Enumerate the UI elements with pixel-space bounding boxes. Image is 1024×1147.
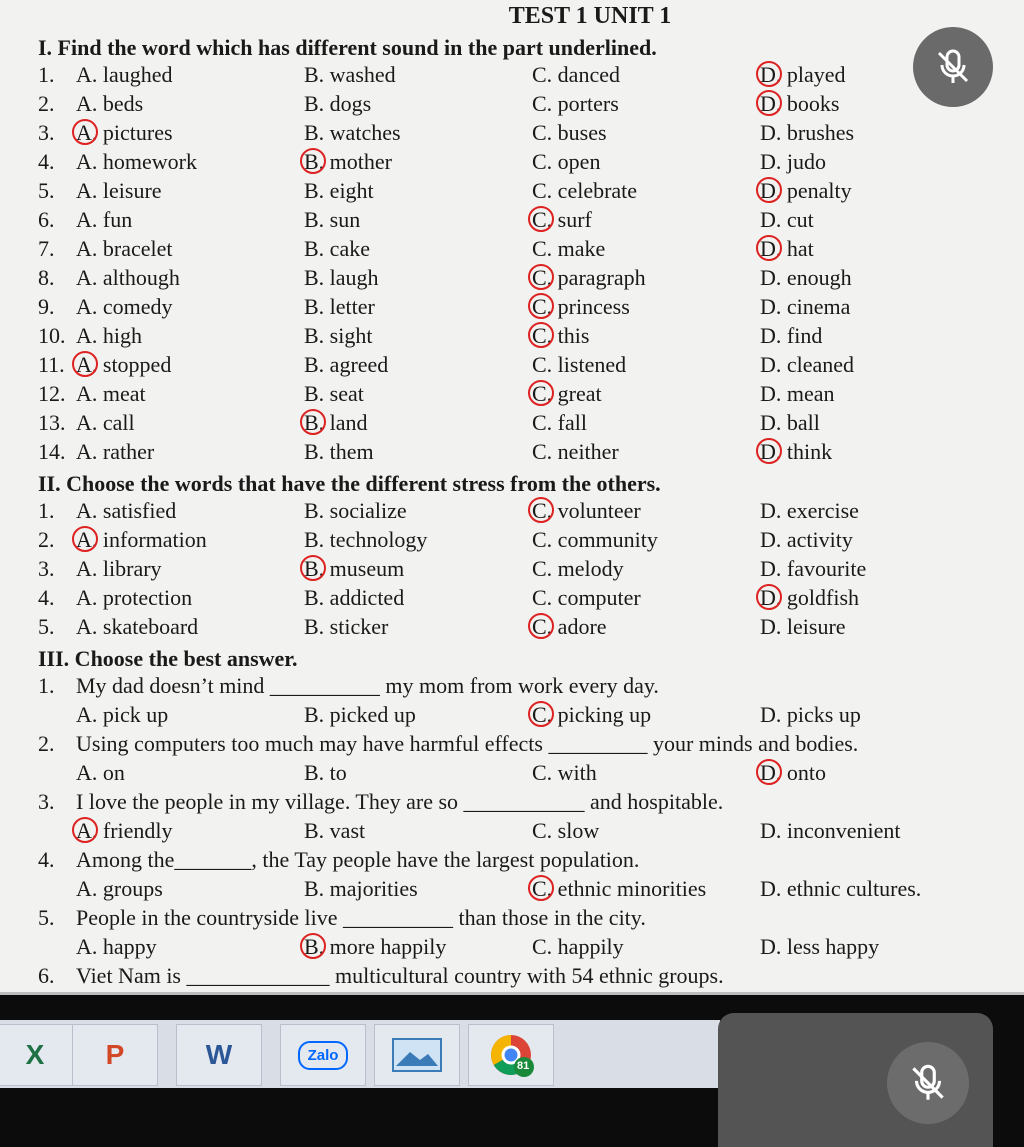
option-d: D. picks up xyxy=(760,702,861,727)
answer-circle-mark xyxy=(756,584,782,610)
option-d: D. exercise xyxy=(760,498,859,523)
option-b: B. sticker xyxy=(304,614,389,639)
options-row xyxy=(0,702,1024,730)
option-c: C. princess xyxy=(532,294,630,319)
option-c: C. melody xyxy=(532,556,624,581)
option-d: D. activity xyxy=(760,527,853,552)
question-line xyxy=(0,731,1024,759)
option-c: C. ethnic minorities xyxy=(532,876,707,901)
answer-circle-mark xyxy=(72,351,98,377)
option-c: C. surf xyxy=(532,207,592,232)
answer-circle-mark xyxy=(72,119,98,145)
question-row xyxy=(0,323,1024,351)
option-a: A. information xyxy=(76,527,207,552)
section-1-heading: I. Find the word which has different sound in the part underlined. xyxy=(38,35,657,60)
option-a: A. homework xyxy=(76,149,197,174)
option-a: A. rather xyxy=(76,439,155,464)
option-d: D. inconvenient xyxy=(760,818,901,843)
option-d: D. played xyxy=(760,62,846,87)
option-d: D. judo xyxy=(760,149,826,174)
question-row xyxy=(0,439,1024,467)
question-number: 5. xyxy=(38,178,55,203)
question-row xyxy=(0,381,1024,409)
section-2-heading: II. Choose the words that have the different stress from the others. xyxy=(38,471,661,496)
options-row xyxy=(0,818,1024,846)
option-a: A. pictures xyxy=(76,120,173,145)
option-a: A. meat xyxy=(76,381,146,406)
option-d: D. goldfish xyxy=(760,585,859,610)
powerpoint-icon: P xyxy=(105,1039,125,1070)
answer-circle-mark xyxy=(756,177,782,203)
option-a: A. bracelet xyxy=(76,236,173,261)
question-row xyxy=(0,120,1024,148)
option-b: B. sight xyxy=(304,323,373,348)
option-a: A. library xyxy=(76,556,162,581)
mute-mic-button[interactable] xyxy=(913,27,993,107)
answer-circle-mark xyxy=(300,409,326,435)
option-a: A. although xyxy=(76,265,180,290)
question-number: 1. xyxy=(38,673,55,698)
question-text: My dad doesn’t mind __________ my mom from work every day. xyxy=(76,673,659,698)
option-b: B. dogs xyxy=(304,91,372,116)
option-c: C. with xyxy=(532,760,597,785)
question-text: Using computers too much may have harmful effects _________ your minds and bodies. xyxy=(76,731,859,756)
answer-circle-mark xyxy=(528,293,554,319)
option-c: C. adore xyxy=(532,614,607,639)
option-c: C. great xyxy=(532,381,602,406)
zalo-icon: Zalo xyxy=(298,1041,349,1070)
question-row xyxy=(0,294,1024,322)
option-c: C. neither xyxy=(532,439,619,464)
option-d: D. brushes xyxy=(760,120,855,145)
question-number: 2. xyxy=(38,91,55,116)
option-c: C. buses xyxy=(532,120,607,145)
option-b: B. cake xyxy=(304,236,370,261)
photos-icon xyxy=(392,1038,442,1072)
question-number: 3. xyxy=(38,556,55,581)
question-number: 4. xyxy=(38,149,55,174)
question-number: 2. xyxy=(38,731,55,756)
option-c: C. volunteer xyxy=(532,498,641,523)
option-a: A. happy xyxy=(76,934,157,959)
question-row xyxy=(0,352,1024,380)
question-row xyxy=(0,585,1024,613)
option-c: C. open xyxy=(532,149,601,174)
question-row xyxy=(0,527,1024,555)
option-b: B. to xyxy=(304,760,347,785)
option-b: B. technology xyxy=(304,527,428,552)
taskbar-excel-button[interactable] xyxy=(0,1024,78,1086)
answer-circle-mark xyxy=(528,875,554,901)
option-a: A. fun xyxy=(76,207,133,232)
taskbar-chrome-button[interactable] xyxy=(468,1024,554,1086)
option-b: B. laugh xyxy=(304,265,379,290)
mic-off-icon xyxy=(931,45,975,89)
question-line xyxy=(0,673,1024,701)
option-c: C. happily xyxy=(532,934,624,959)
option-c: C. listened xyxy=(532,352,627,377)
option-a: A. skateboard xyxy=(76,614,199,639)
option-b: B. sun xyxy=(304,207,361,232)
option-b: B. mother xyxy=(304,149,392,174)
taskbar-photos-button[interactable] xyxy=(374,1024,460,1086)
option-c: C. danced xyxy=(532,62,620,87)
answer-circle-mark xyxy=(300,555,326,581)
question-line xyxy=(0,789,1024,817)
option-d: D. onto xyxy=(760,760,826,785)
answer-circle-mark xyxy=(72,526,98,552)
option-c: C. slow xyxy=(532,818,600,843)
question-number: 10. xyxy=(38,323,66,348)
option-c: C. picking up xyxy=(532,702,652,727)
question-row xyxy=(0,498,1024,526)
option-d: D. cinema xyxy=(760,294,851,319)
option-a: A. call xyxy=(76,410,135,435)
question-row xyxy=(0,91,1024,119)
question-number: 4. xyxy=(38,847,55,872)
answer-circle-mark xyxy=(756,61,782,87)
question-number: 13. xyxy=(38,410,66,435)
answer-circle-mark xyxy=(528,701,554,727)
question-row xyxy=(0,556,1024,584)
option-d: D. cleaned xyxy=(760,352,855,377)
question-number: 12. xyxy=(38,381,66,406)
option-a: A. friendly xyxy=(76,818,173,843)
option-b: B. vast xyxy=(304,818,366,843)
option-b: B. museum xyxy=(304,556,405,581)
mute-mic-button-2[interactable] xyxy=(887,1042,969,1124)
question-number: 7. xyxy=(38,236,55,261)
question-number: 6. xyxy=(38,207,55,232)
option-c: C. make xyxy=(532,236,606,261)
option-d: D. hat xyxy=(760,236,814,261)
option-b: B. seat xyxy=(304,381,364,406)
answer-circle-mark xyxy=(528,206,554,232)
option-c: C. porters xyxy=(532,91,619,116)
page-title: TEST 1 UNIT 1 xyxy=(508,3,672,29)
question-row xyxy=(0,207,1024,235)
option-b: B. addicted xyxy=(304,585,405,610)
option-a: A. laughed xyxy=(76,62,173,87)
option-b: B. land xyxy=(304,410,368,435)
option-b: B. more happily xyxy=(304,934,447,959)
option-d: D. favourite xyxy=(760,556,867,581)
question-line xyxy=(0,963,1024,991)
answer-circle-mark xyxy=(756,438,782,464)
answer-circle-mark xyxy=(528,322,554,348)
option-c: C. celebrate xyxy=(532,178,638,203)
options-row xyxy=(0,934,1024,962)
option-a: A. comedy xyxy=(76,294,173,319)
option-a: A. on xyxy=(76,760,125,785)
answer-circle-mark xyxy=(72,817,98,843)
answer-circle-mark xyxy=(756,759,782,785)
answer-circle-mark xyxy=(528,264,554,290)
section-3-heading: III. Choose the best answer. xyxy=(38,646,298,671)
question-text: Among the_______, the Tay people have the largest population. xyxy=(76,847,640,872)
option-b: B. washed xyxy=(304,62,396,87)
answer-circle-mark xyxy=(756,235,782,261)
question-number: 4. xyxy=(38,585,55,610)
question-line xyxy=(0,905,1024,933)
question-row xyxy=(0,236,1024,264)
options-row xyxy=(0,876,1024,904)
question-number: 1. xyxy=(38,498,55,523)
question-number: 3. xyxy=(38,120,55,145)
answer-circle-mark xyxy=(756,90,782,116)
option-b: B. them xyxy=(304,439,374,464)
taskbar-powerpoint-button[interactable] xyxy=(72,1024,158,1086)
option-d: D. mean xyxy=(760,381,835,406)
option-c: C. computer xyxy=(532,585,641,610)
option-c: C. community xyxy=(532,527,658,552)
excel-icon: X xyxy=(25,1039,45,1070)
option-a: A. satisfied xyxy=(76,498,177,523)
question-number: 11. xyxy=(38,352,65,377)
option-d: D. cut xyxy=(760,207,814,232)
option-b: B. agreed xyxy=(304,352,389,377)
question-number: 1. xyxy=(38,62,55,87)
option-d: D. ball xyxy=(760,410,820,435)
option-c: C. this xyxy=(532,323,590,348)
options-row xyxy=(0,760,1024,788)
option-a: A. stopped xyxy=(76,352,172,377)
option-c: C. fall xyxy=(532,410,587,435)
question-text: People in the countryside live __________ than those in the city. xyxy=(76,905,646,930)
option-b: B. eight xyxy=(304,178,374,203)
question-text: Viet Nam is _____________ multicultural country with 54 ethnic groups. xyxy=(76,963,724,988)
question-number: 2. xyxy=(38,527,55,552)
option-a: A. pick up xyxy=(76,702,169,727)
taskbar-zalo-button[interactable] xyxy=(280,1024,366,1086)
option-d: D. ethnic cultures. xyxy=(760,876,922,901)
option-d: D. less happy xyxy=(760,934,880,959)
question-number: 9. xyxy=(38,294,55,319)
option-a: A. leisure xyxy=(76,178,162,203)
answer-circle-mark xyxy=(300,148,326,174)
option-d: D. penalty xyxy=(760,178,852,203)
question-line xyxy=(0,847,1024,875)
option-d: D. find xyxy=(760,323,823,348)
question-row xyxy=(0,614,1024,642)
taskbar-word-button[interactable] xyxy=(176,1024,262,1086)
question-number: 14. xyxy=(38,439,66,464)
option-a: A. groups xyxy=(76,876,163,901)
option-d: D. enough xyxy=(760,265,852,290)
option-a: A. high xyxy=(76,323,142,348)
option-b: B. letter xyxy=(304,294,375,319)
question-number: 5. xyxy=(38,614,55,639)
option-d: D. leisure xyxy=(760,614,846,639)
option-a: A. beds xyxy=(76,91,144,116)
option-b: B. socialize xyxy=(304,498,407,523)
question-number: 5. xyxy=(38,905,55,930)
question-row xyxy=(0,265,1024,293)
answer-circle-mark xyxy=(528,497,554,523)
option-b: B. picked up xyxy=(304,702,416,727)
question-number: 8. xyxy=(38,265,55,290)
answer-circle-mark xyxy=(528,380,554,406)
question-row xyxy=(0,62,1024,90)
question-row xyxy=(0,410,1024,438)
question-text: I love the people in my village. They are so ___________ and hospitable. xyxy=(76,789,724,814)
chrome-badge: 81 xyxy=(517,1060,530,1072)
answer-circle-mark xyxy=(300,933,326,959)
option-a: A. protection xyxy=(76,585,193,610)
option-b: B. watches xyxy=(304,120,401,145)
mic-off-icon xyxy=(905,1060,951,1106)
question-row xyxy=(0,178,1024,206)
option-c: C. paragraph xyxy=(532,265,646,290)
option-d: D. books xyxy=(760,91,840,116)
question-row xyxy=(0,149,1024,177)
option-b: B. majorities xyxy=(304,876,418,901)
answer-circle-mark xyxy=(528,613,554,639)
option-d: D. think xyxy=(760,439,833,464)
question-number: 3. xyxy=(38,789,55,814)
word-icon: W xyxy=(205,1039,233,1070)
question-number: 6. xyxy=(38,963,55,988)
